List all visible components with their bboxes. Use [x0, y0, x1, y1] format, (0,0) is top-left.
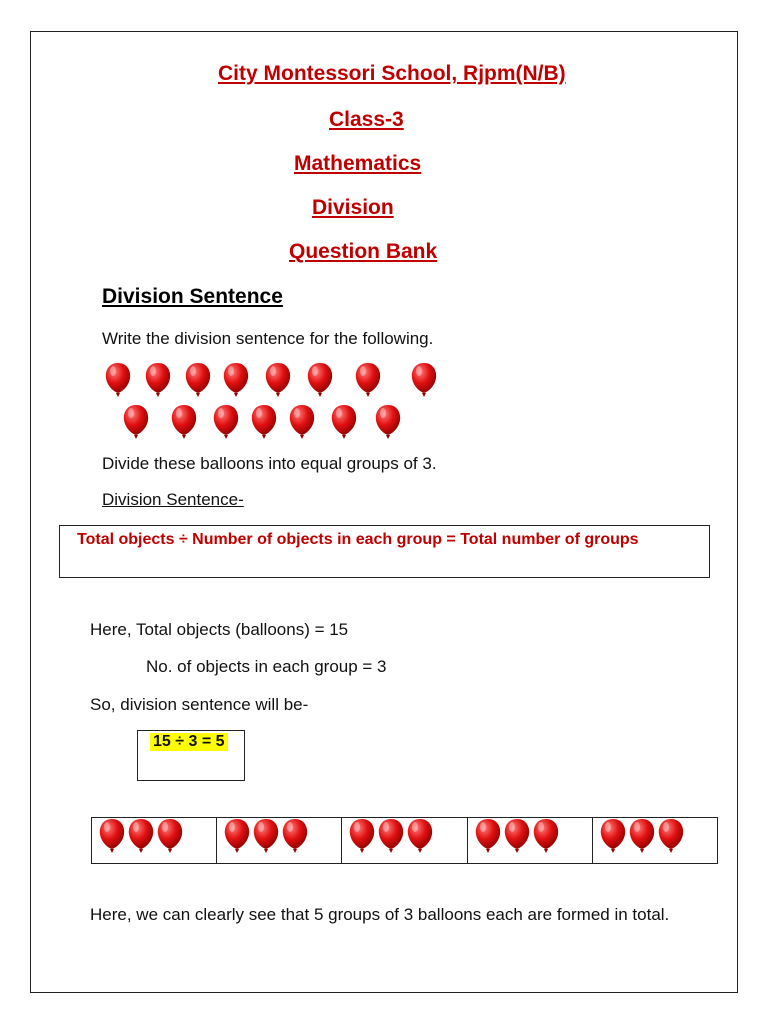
red-balloon-icon	[127, 818, 155, 854]
red-balloon-icon	[223, 818, 251, 854]
red-balloon-icon	[144, 362, 172, 398]
red-balloon-icon	[406, 818, 434, 854]
red-balloon-icon	[281, 818, 309, 854]
subject-title: Mathematics	[294, 152, 422, 175]
section-title: Division Sentence	[102, 285, 283, 308]
balloon-group-cell	[342, 818, 467, 863]
red-balloon-icon	[252, 818, 280, 854]
red-balloon-icon	[306, 362, 334, 398]
class-title: Class-3	[329, 108, 404, 131]
red-balloon-icon	[184, 362, 212, 398]
red-balloon-icon	[212, 404, 240, 440]
balloon-groups-table	[91, 817, 718, 864]
red-balloon-icon	[657, 818, 685, 854]
red-balloon-icon	[104, 362, 132, 398]
formula-text: Total objects ÷ Number of objects in each group = Total number of groups	[77, 531, 639, 548]
red-balloon-icon	[288, 404, 316, 440]
red-balloon-icon	[98, 818, 126, 854]
red-balloon-icon	[156, 818, 184, 854]
red-balloon-icon	[377, 818, 405, 854]
conclusion-text: Here, we can clearly see that 5 groups of 3 balloons each are formed in total.	[90, 905, 670, 924]
red-balloon-icon	[474, 818, 502, 854]
divide-instruction: Divide these balloons into equal groups of 3.	[102, 454, 437, 473]
red-balloon-icon	[354, 362, 382, 398]
red-balloon-icon	[122, 404, 150, 440]
balloon-group-cell	[92, 818, 217, 863]
balloon-group-cell	[217, 818, 342, 863]
document-title: Question Bank	[289, 240, 438, 263]
topic-title: Division	[312, 196, 394, 219]
balloon-group-cell	[593, 818, 717, 863]
red-balloon-icon	[264, 362, 292, 398]
so-division-sentence-text: So, division sentence will be-	[90, 695, 309, 714]
red-balloon-icon	[503, 818, 531, 854]
red-balloon-icon	[410, 362, 438, 398]
answer-equation: 15 ÷ 3 = 5	[150, 733, 228, 751]
red-balloon-icon	[628, 818, 656, 854]
red-balloon-icon	[374, 404, 402, 440]
total-objects-text: Here, Total objects (balloons) = 15	[90, 620, 349, 639]
red-balloon-icon	[250, 404, 278, 440]
red-balloon-icon	[599, 818, 627, 854]
red-balloon-icon	[222, 362, 250, 398]
division-sentence-label: Division Sentence-	[102, 490, 244, 509]
red-balloon-icon	[348, 818, 376, 854]
balloon-group-cell	[468, 818, 593, 863]
school-name: City Montessori School, Rjpm(N/B)	[218, 62, 566, 85]
objects-per-group-text: No. of objects in each group = 3	[146, 657, 387, 676]
instruction-text: Write the division sentence for the following.	[102, 329, 434, 348]
red-balloon-icon	[170, 404, 198, 440]
red-balloon-icon	[532, 818, 560, 854]
red-balloon-icon	[330, 404, 358, 440]
